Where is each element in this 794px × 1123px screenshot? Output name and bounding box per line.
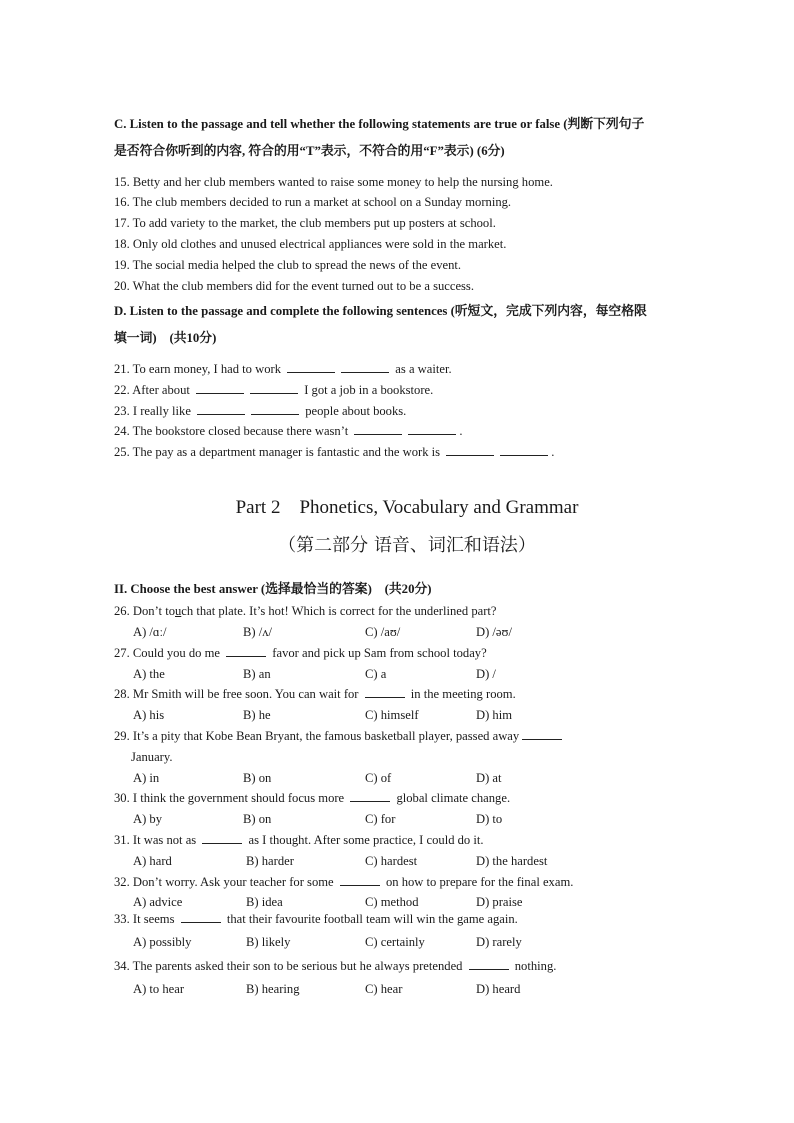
option-c[interactable]: C) hardest xyxy=(365,854,418,868)
answer-blank[interactable] xyxy=(250,382,298,394)
question-text: 27. Could you do me xyxy=(114,646,224,660)
part-2-subtitle: （第二部分 语音、词汇和语法） xyxy=(278,535,536,556)
option-b[interactable]: B) /ʌ/ xyxy=(243,625,273,639)
question-23 xyxy=(114,403,406,419)
question-15: 15. Betty and her club members wanted to raise some money to help the nursing home. xyxy=(114,175,553,189)
question-text: . xyxy=(551,445,555,459)
option-a[interactable]: A) to hear xyxy=(133,982,185,996)
answer-blank[interactable] xyxy=(181,911,221,923)
question-text: ch that plate. It’s hot! Which is correct for the underlined part? xyxy=(181,604,497,618)
question-text: 21. To earn money, I had to work xyxy=(114,362,285,376)
answer-blank[interactable] xyxy=(500,444,548,456)
section-c-heading-1: C. Listen to the passage and tell whether the following statements are true or false (判断下列句子 xyxy=(114,117,645,131)
question-25 xyxy=(114,444,554,460)
option-d[interactable]: D) heard xyxy=(476,982,521,996)
answer-blank[interactable] xyxy=(287,361,335,373)
option-d[interactable]: D) /əʊ/ xyxy=(476,625,512,639)
question-text: 25. The pay as a department manager is fantastic and the work is xyxy=(114,445,444,459)
question-24 xyxy=(114,423,463,439)
option-c[interactable]: C) a xyxy=(365,667,387,681)
option-b[interactable]: B) an xyxy=(243,667,271,681)
answer-blank[interactable] xyxy=(446,444,494,456)
option-a[interactable]: A) advice xyxy=(133,895,183,909)
answer-blank[interactable] xyxy=(202,832,242,844)
answer-blank[interactable] xyxy=(196,382,244,394)
question-19: 19. The social media helped the club to spread the news of the event. xyxy=(114,258,462,272)
question-text: 34. The parents asked their son to be serious but he always pretended xyxy=(114,959,466,973)
question-text: in the meeting room. xyxy=(407,687,516,701)
question-text: global climate change. xyxy=(393,791,511,805)
underlined-letter: u xyxy=(175,604,182,618)
question-17: 17. To add variety to the market, the club members put up posters at school. xyxy=(114,216,496,230)
option-a[interactable]: A) in xyxy=(133,771,160,785)
question-29-continued: January. xyxy=(131,750,173,764)
option-c[interactable]: C) certainly xyxy=(365,935,425,949)
question-text: people about books. xyxy=(302,404,407,418)
option-b[interactable]: B) hearing xyxy=(246,982,300,996)
answer-blank[interactable] xyxy=(350,790,390,802)
question-text: 24. The bookstore closed because there wasn’t xyxy=(114,424,352,438)
option-b[interactable]: B) harder xyxy=(246,854,294,868)
question-text: 32. Don’t worry. Ask your teacher for some xyxy=(114,875,337,889)
question-26 xyxy=(114,603,497,619)
part-2-title: Part 2 Phonetics, Vocabulary and Grammar xyxy=(235,497,579,518)
question-16: 16. The club members decided to run a market at school on a Sunday morning. xyxy=(114,195,512,209)
question-31 xyxy=(114,832,484,848)
answer-blank[interactable] xyxy=(469,958,509,970)
option-a[interactable]: A) the xyxy=(133,667,165,681)
option-d[interactable]: D) / xyxy=(476,667,496,681)
question-20: 20. What the club members did for the event turned out to be a success. xyxy=(114,279,474,293)
question-33 xyxy=(114,911,518,927)
question-28 xyxy=(114,686,516,702)
question-text: 30. I think the government should focus more xyxy=(114,791,348,805)
option-a[interactable]: A) /ɑː/ xyxy=(133,625,167,639)
question-30 xyxy=(114,790,510,806)
question-text: I got a job in a bookstore. xyxy=(301,383,434,397)
question-text: 33. It seems xyxy=(114,912,178,926)
question-text: 28. Mr Smith will be free soon. You can wait for xyxy=(114,687,362,701)
option-b[interactable]: B) on xyxy=(243,812,272,826)
option-c[interactable]: C) for xyxy=(365,812,396,826)
option-b[interactable]: B) idea xyxy=(246,895,283,909)
option-d[interactable]: D) him xyxy=(476,708,513,722)
answer-blank[interactable] xyxy=(341,361,389,373)
answer-blank[interactable] xyxy=(365,686,405,698)
question-text: nothing. xyxy=(511,959,557,973)
option-a[interactable]: A) hard xyxy=(133,854,172,868)
option-c[interactable]: C) method xyxy=(365,895,419,909)
question-29 xyxy=(114,728,565,744)
section-d-heading-2: 填一词) (共10分) xyxy=(114,331,217,345)
option-a[interactable]: A) by xyxy=(133,812,163,826)
section-ii-heading: II. Choose the best answer (选择最恰当的答案) (共20分) xyxy=(114,582,432,596)
option-a[interactable]: A) possibly xyxy=(133,935,192,949)
answer-blank[interactable] xyxy=(354,423,402,435)
question-text: as I thought. After some practice, I could do it. xyxy=(245,833,484,847)
question-text: favor and pick up Sam from school today? xyxy=(269,646,487,660)
answer-blank[interactable] xyxy=(197,403,245,415)
question-22 xyxy=(114,382,433,398)
question-27 xyxy=(114,645,487,661)
question-text: 22. After about xyxy=(114,383,194,397)
question-text: 26. Don’t to xyxy=(114,604,175,618)
answer-blank[interactable] xyxy=(408,423,456,435)
answer-blank[interactable] xyxy=(340,874,380,886)
option-a[interactable]: A) his xyxy=(133,708,165,722)
question-text: . xyxy=(459,424,463,438)
option-c[interactable]: C) /aʊ/ xyxy=(365,625,401,639)
option-b[interactable]: B) likely xyxy=(246,935,291,949)
option-c[interactable]: C) himself xyxy=(365,708,419,722)
option-d[interactable]: D) the hardest xyxy=(476,854,548,868)
answer-blank[interactable] xyxy=(251,403,299,415)
option-c[interactable]: C) hear xyxy=(365,982,403,996)
section-d-heading-1: D. Listen to the passage and complete the following sentences (听短文，完成下列内容，每空格限 xyxy=(114,304,647,318)
option-b[interactable]: B) on xyxy=(243,771,272,785)
answer-blank[interactable] xyxy=(226,645,266,657)
question-text: 31. It was not as xyxy=(114,833,200,847)
option-b[interactable]: B) he xyxy=(243,708,271,722)
option-d[interactable]: D) praise xyxy=(476,895,523,909)
section-c-heading-2: 是否符合你听到的内容, 符合的用“T”表示，不符合的用“F”表示) (6分) xyxy=(114,144,505,158)
question-text: that their favourite football team will win the game again. xyxy=(223,912,518,926)
question-18: 18. Only old clothes and unused electrical appliances were sold in the market. xyxy=(114,237,507,251)
question-text: on how to prepare for the final exam. xyxy=(382,875,574,889)
option-c[interactable]: C) of xyxy=(365,771,392,785)
question-text: as a waiter. xyxy=(392,362,452,376)
question-text: 29. It’s a pity that Kobe Bean Bryant, the famous basketball player, passed away xyxy=(114,729,520,743)
question-34 xyxy=(114,958,556,974)
question-text: 23. I really like xyxy=(114,404,195,418)
option-d[interactable]: D) at xyxy=(476,771,502,785)
question-32 xyxy=(114,874,573,890)
option-d[interactable]: D) to xyxy=(476,812,503,826)
question-21 xyxy=(114,361,452,377)
option-d[interactable]: D) rarely xyxy=(476,935,522,949)
answer-blank[interactable] xyxy=(522,728,562,740)
